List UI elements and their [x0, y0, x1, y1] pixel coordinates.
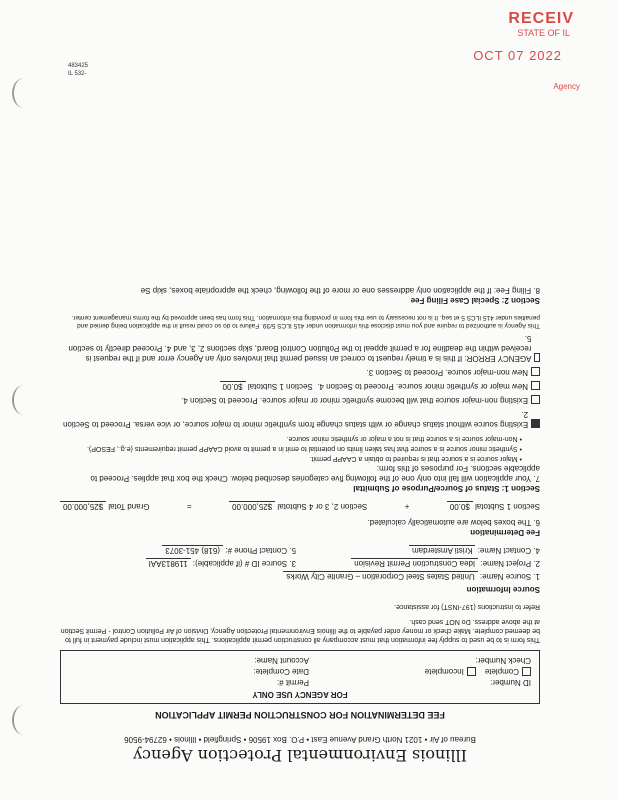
section2-heading: Section 2: Special Case Filing Fee [410, 296, 540, 305]
source-field-row [60, 571, 540, 581]
source-field-row [60, 545, 540, 555]
agency-address: Bureau of Air • 1021 North Grand Avenue East • P.O. Box 19506 • Springfield • Illinois • 62794-9506 [124, 735, 476, 744]
upside-down-form [60, 160, 540, 765]
incomplete-label: Incomplete [424, 667, 464, 676]
received-stamp [420, 8, 580, 93]
status-option[interactable]: New non-major source. Proceed to Section 3. [60, 367, 540, 377]
contact-name-field: 4. Contact Name: Kristi Amsterdam [304, 545, 540, 555]
office-use-right [109, 654, 309, 687]
intro-paragraph: This form is to be used to supply fee information that must accompany all construction permit applications. This application must include payment in full to be deemed complete. Make check or money order payable to the Illinois Environmental Protection Agency, Division of Air Pollution Control - Permit Section at the above address. Do NOT send cash. [60, 618, 540, 643]
equals-sign: = [186, 502, 192, 511]
fee-determination-heading: Fee Determination [470, 528, 540, 537]
office-use-left [331, 654, 531, 687]
punch-hole [12, 385, 36, 415]
fee-note: 6. The boxes below are automatically calculated. [367, 518, 540, 527]
definition-item: • Non-major source is a source that is not a major or synthetic minor source. [286, 435, 522, 442]
source-id-field: 3. Source ID # (if applicable): 119813AAI [60, 558, 296, 568]
complete-label: Complete [484, 667, 519, 676]
section1-subtotal-value: $0.00 [447, 501, 473, 511]
status-option[interactable]: Existing non-major source that will become synthetic minor or major source. Proceed to Section 4. [60, 395, 540, 405]
section234-subtotal-value: $25,000.00 [229, 501, 275, 511]
stamp-received-word: RECEIV [508, 10, 574, 27]
form-title: FEE DETERMINATION FOR CONSTRUCTION PERMIT APPLICATION [155, 710, 445, 720]
instructions-reference: Refer to instructions (197-INST) for assistance. [394, 603, 540, 610]
grand-total-value: $25,000.00 [60, 501, 106, 511]
punch-hole [12, 705, 36, 735]
corner-code: IL 532- [68, 71, 87, 77]
source-info-heading: Source Information [466, 585, 540, 594]
project-name-value[interactable]: Idea Construction Permit Revision [351, 558, 478, 568]
project-name-field: 2. Project Name: Idea Construction Permit Revision [304, 558, 540, 568]
status-option[interactable]: Existing source without status change or with status change from synthetic minor to major source, or vice versa. Proceed to Section 2. [60, 409, 540, 429]
contact-name-value[interactable]: Kristi Amsterdam [409, 545, 475, 555]
section1-instruction: 7. Your application will fall into only one of the following five categories described below. Check the box that applies. Proceed to applicable sections. For purposes of this form: [90, 464, 540, 483]
legal-note: This Agency is authorized to require and you must disclose this information under 415 ILCS 5/39. Failure to do so could result in the application being denied and penalties under 415 ILCS 5 et seq. It is not necessary to use this form in providing this information. This form has been approved by the forms management center. [71, 314, 540, 329]
contact-phone-value[interactable]: (618) 451-3073 [162, 545, 223, 555]
office-use-box [60, 650, 540, 704]
status-checkbox-checked[interactable] [531, 419, 540, 428]
status-option[interactable]: New major or synthetic minor source. Proceed to Section 4. Section 1 Subtotal $0.00 [60, 381, 540, 391]
status-checkbox[interactable] [534, 353, 540, 362]
definition-item: • Major source is a source that is required to obtain a CAAPP permit. [309, 455, 522, 462]
source-name-value[interactable]: United States Steel Corporation – Granite City Works [283, 571, 477, 581]
date-complete-label: Date Complete: [253, 667, 309, 676]
office-use-heading: FOR AGENCY USE ONLY [252, 690, 348, 699]
source-name-field: 1. Source Name: United States Steel Corporation – Granite City Works [60, 571, 540, 581]
definition-item: • Synthetic minor source is a source that has taken limits on potential to emit in a permit to avoid CAAPP permit requirements (e.g., FESOP). [87, 445, 522, 452]
status-checkbox[interactable] [531, 381, 540, 390]
corner-code: 483425 [68, 63, 89, 69]
complete-checkbox[interactable] [522, 667, 531, 676]
agency-title: Illinois Environmental Protection Agency [133, 746, 467, 765]
stamp-agency: Agency [553, 82, 580, 91]
source-field-row [60, 558, 540, 568]
fee-calculation-row [60, 501, 540, 511]
incomplete-checkbox[interactable] [467, 667, 476, 676]
plus-sign: + [404, 502, 410, 511]
permit-label: Permit #: [276, 678, 309, 687]
status-checkbox[interactable] [531, 367, 540, 376]
completeness-row [331, 665, 531, 676]
section1-side-subtotal: Section 1 Subtotal $0.00 [220, 381, 313, 391]
punch-hole [12, 78, 36, 108]
grand-total: Grand Total $25,000.00 [60, 501, 150, 511]
section1-subtotal: Section 1 Subtotal $0.00 [447, 501, 540, 511]
contact-phone-field: 5. Contact Phone #: (618) 451-3073 [60, 545, 296, 555]
account-name-label: Account Name: [254, 656, 309, 665]
stamp-state-line: STATE OF IL [517, 28, 570, 38]
stamp-date: OCT 07 2022 [473, 48, 562, 63]
corner-codes [68, 62, 88, 78]
status-option[interactable]: AGENCY ERROR: If this is a timely request to correct an issued permit that involves only an Agency error and if the request is received within the deadline for a permit appeal to the Pollution Control Board, skip sections 2, 3, and 4. Proceed directly to section 5. [60, 333, 540, 363]
source-id-value[interactable]: 119813AAI [146, 558, 191, 568]
section2-instruction: 8. Filing Fee: If the application only addresses one or more of the following, check the appropriate boxes, skip Se [140, 286, 540, 295]
status-checkbox[interactable] [531, 395, 540, 404]
id-number-label: ID Number: [490, 678, 531, 687]
section234-subtotal: Section 2, 3 or 4 Subtotal $25,000.00 [229, 501, 367, 511]
section1-heading: Section 1: Status of Source/Purpose of Submittal [353, 484, 540, 493]
check-number-label: Check Number: [475, 656, 531, 665]
